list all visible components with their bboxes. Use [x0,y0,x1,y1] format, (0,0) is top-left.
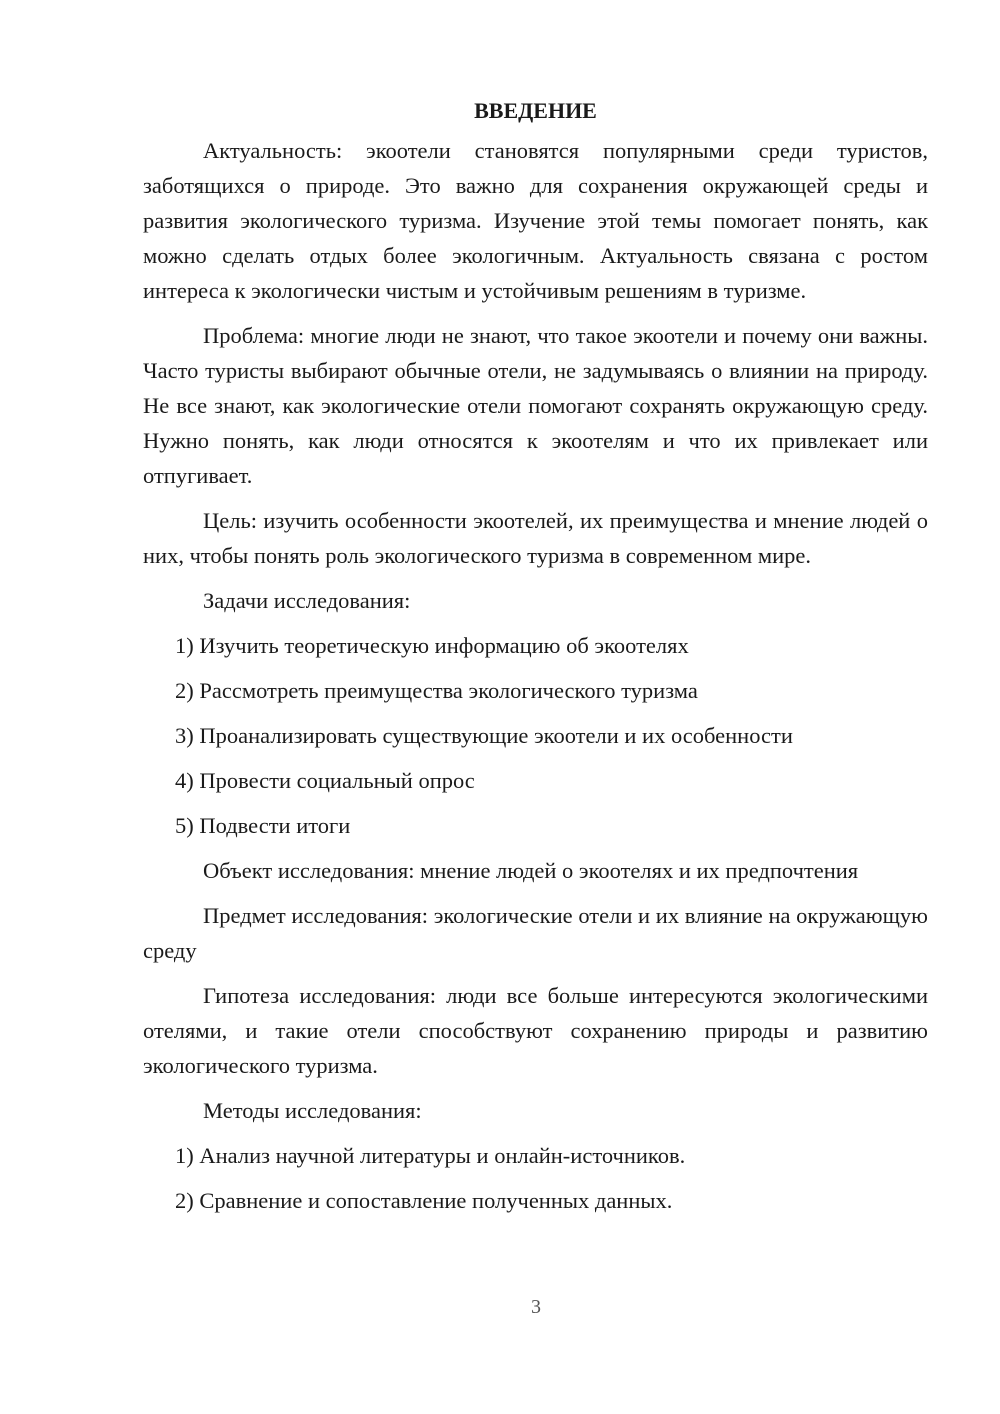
list-item: 2) Сравнение и сопоставление полученных данных. [175,1188,673,1213]
list-item: 1) Анализ научной литературы и онлайн-источников. [175,1143,686,1168]
page-title: ВВЕДЕНИЕ [474,98,597,123]
list-item: 5) Подвести итоги [175,813,351,838]
methods-list [143,1138,928,1218]
page-number: 3 [531,1296,541,1318]
list-item: 3) Проанализировать существующие экоотели и их особенности [175,723,793,748]
methods-title: Методы исследования: [203,1098,422,1123]
list-item: 4) Провести социальный опрос [175,768,475,793]
list-item: 1) Изучить теоретическую информацию об экоотелях [175,633,689,658]
paragraph-goal: Цель: изучить особенности экоотелей, их преимущества и мнение людей о них, чтобы понять роль экологического туризма в современном мире. [143,508,928,568]
tasks-title: Задачи исследования: [203,588,411,613]
paragraph-hypothesis: Гипотеза исследования: люди все больше интересуются экологическими отелями, и такие отели способствуют сохранению природы и развитию экологического туризма. [143,983,928,1078]
list-item: 2) Рассмотреть преимущества экологического туризма [175,678,698,703]
paragraph-object: Объект исследования: мнение людей о экоотелях и их предпочтения [203,858,859,883]
paragraph-relevance: Актуальность: экоотели становятся популярными среди туристов, заботящихся о природе. Это важно для сохранения окружающей среды и развития экологического туризма. Изучение этой темы помогает понять, как можно сделать отдых более экологичным. Актуальность связана с ростом интереса к экологически чистым и устойчивым решениям в туризме. [143,138,928,303]
document-page [143,93,928,1228]
paragraph-subject: Предмет исследования: экологические отели и их влияние на окружающую среду [143,903,928,963]
tasks-list [143,628,928,843]
paragraph-problem: Проблема: многие люди не знают, что такое экоотели и почему они важны. Часто туристы выбирают обычные отели, не задумываясь о влиянии на природу. Не все знают, как экологические отели помогают сохранять окружающую среду. Нужно понять, как люди относятся к экоотелям и что их привлекает или отпугивает. [143,323,928,488]
